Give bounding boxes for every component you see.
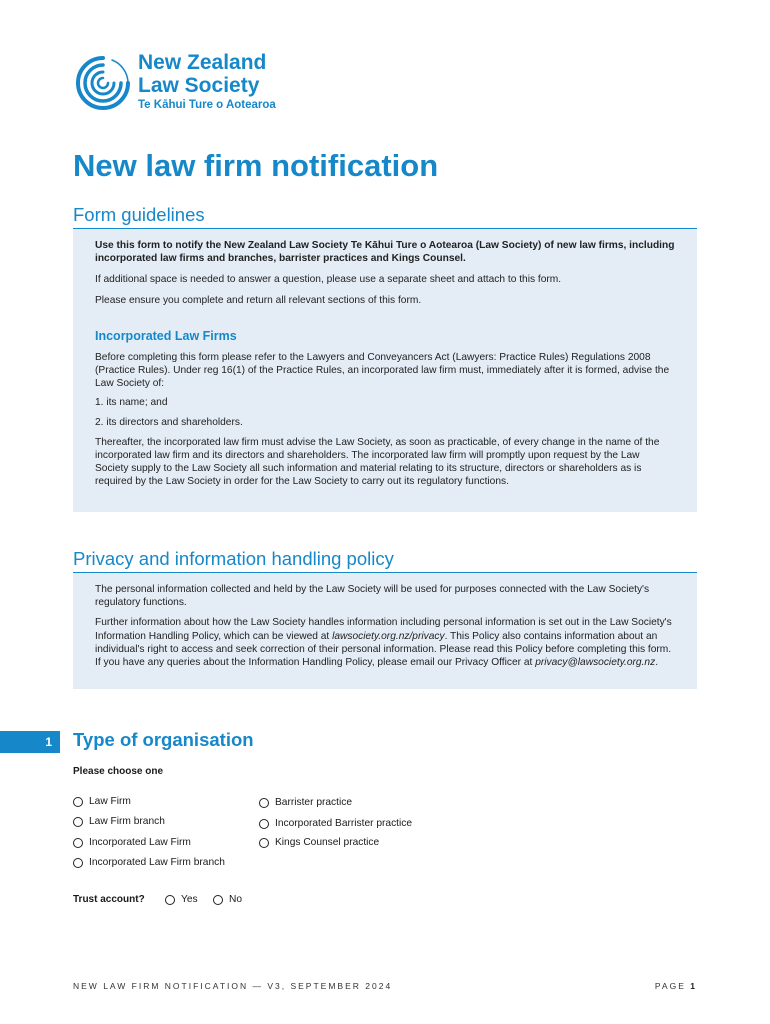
- page-title: New law firm notification: [73, 148, 439, 183]
- option-incorporated-law-firm-branch[interactable]: [73, 857, 225, 868]
- radio-icon[interactable]: [165, 895, 175, 905]
- page-number: 1: [690, 981, 697, 991]
- section-number-tab: 1: [0, 731, 60, 753]
- option-label: Incorporated Law Firm branch: [89, 857, 225, 868]
- guidelines-p1: If additional space is needed to answer a question, please use a separate sheet and attach to this form.: [95, 274, 562, 286]
- trust-no-option[interactable]: [213, 894, 242, 905]
- radio-icon[interactable]: [73, 858, 83, 868]
- guidelines-box: [73, 229, 697, 512]
- trust-account-label: Trust account?: [73, 894, 145, 905]
- privacy-p2-text-a: Further information about how the Law Society handles information including personal information is set out in the Law Society's Information Handling Policy, which can be viewed at: [95, 617, 672, 642]
- koru-spiral-icon: [72, 52, 134, 114]
- choose-label: Please choose one: [73, 766, 164, 777]
- trust-yes-option[interactable]: [165, 894, 198, 905]
- footer-page: [655, 981, 697, 991]
- radio-icon[interactable]: [73, 797, 83, 807]
- option-label: Yes: [181, 894, 198, 905]
- radio-icon[interactable]: [213, 895, 223, 905]
- option-law-firm-branch[interactable]: [73, 816, 165, 827]
- option-label: Law Firm branch: [89, 816, 165, 827]
- privacy-p1: The personal information collected and held by the Law Society will be used for purposes connected with the Law Society's regulatory functions.: [95, 584, 650, 609]
- privacy-email-link[interactable]: privacy@lawsociety.org.nz: [535, 657, 656, 669]
- option-law-firm[interactable]: [73, 796, 131, 807]
- option-incorporated-law-firm[interactable]: [73, 837, 191, 848]
- privacy-heading: Privacy and information handling policy: [73, 548, 394, 569]
- option-label: No: [229, 894, 243, 905]
- radio-icon[interactable]: [73, 838, 83, 848]
- radio-icon[interactable]: [259, 798, 269, 808]
- privacy-p2: [95, 616, 675, 669]
- guidelines-intro: Use this form to notify the New Zealand Law Society Te Kāhui Ture o Aotearoa (Law Society) of new law firms, including incorporated law firms and branches, barrister practices and Kings Counsel.: [95, 240, 675, 265]
- option-label: Kings Counsel practice: [275, 837, 380, 848]
- page-label: PAGE: [654, 981, 686, 991]
- logo-line-1: New Zealand: [138, 51, 267, 74]
- radio-icon[interactable]: [259, 819, 269, 829]
- guidelines-item-1: 1. its name; and: [95, 397, 168, 409]
- guidelines-p3: Before completing this form please refer to the Lawyers and Conveyancers Act (Lawyers: Practice Rules) Regulations 2008 (Practice Rules). Under reg 16(1) of the Practice Rules, an incorporated law firm must, immediately after it is formed, advise the Law Society of:: [95, 351, 670, 390]
- privacy-p2-text-c: .: [655, 657, 659, 669]
- privacy-box: [73, 573, 697, 689]
- option-label: Incorporated Law Firm: [89, 837, 191, 848]
- guidelines-p2: Please ensure you complete and return all relevant sections of this form.: [95, 294, 422, 306]
- option-label: Incorporated Barrister practice: [275, 818, 413, 829]
- option-label: Law Firm: [89, 796, 131, 807]
- logo-line-2: Law Society: [138, 74, 260, 97]
- incorporated-heading: Incorporated Law Firms: [95, 328, 237, 343]
- privacy-p2-text-b: . This Policy also contains information about an individual's right to access and seek correction of their personal information. Please read this Policy before completing this form. If you have any queries about the Information Handling Policy, please email our Privacy Officer at: [95, 630, 672, 669]
- logo-line-3: Te Kāhui Ture o Aotearoa: [138, 99, 276, 111]
- guidelines-heading: Form guidelines: [73, 204, 205, 225]
- section-title: Type of organisation: [73, 729, 254, 750]
- nzls-logo: [72, 50, 302, 114]
- option-barrister-practice[interactable]: [259, 797, 352, 808]
- radio-icon[interactable]: [73, 817, 83, 827]
- privacy-policy-link[interactable]: lawsociety.org.nz/privacy: [332, 630, 445, 642]
- radio-icon[interactable]: [259, 838, 269, 848]
- option-label: Barrister practice: [275, 797, 352, 808]
- guidelines-item-2: 2. its directors and shareholders.: [95, 416, 243, 428]
- guidelines-p4: Thereafter, the incorporated law firm must advise the Law Society, as soon as practicable, of every change in the name of the incorporated law firm and its directors and shareholders. The incorporated law firm will promptly upon request by the Law Society supply to the Law Society all such information and material relating to its structure, directors or shareholders as is required by the Law Society in order for the Law Society to carry out its regulatory functions.: [95, 436, 660, 488]
- option-kings-counsel-practice[interactable]: [259, 837, 379, 848]
- option-incorporated-barrister-practice[interactable]: [259, 818, 412, 829]
- footer-title: NEW LAW FIRM NOTIFICATION — V3, SEPTEMBER 2024: [73, 981, 393, 991]
